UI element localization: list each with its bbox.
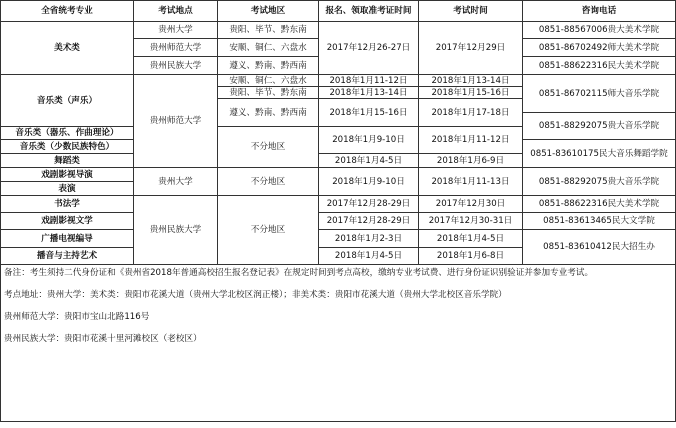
- site-cell: 贵州大学: [134, 168, 218, 196]
- table-row: [1, 168, 676, 182]
- exam-time-cell: 2018年1月11-13日: [419, 168, 523, 196]
- phone-cell: 0851-86702492师大美术学院: [523, 39, 676, 57]
- exam-time-cell: 2018年1月11-12日: [419, 127, 523, 154]
- header-registration: 报名、领取准考证时间: [319, 1, 419, 22]
- region-cell: 不分地区: [218, 196, 319, 265]
- major-broadcast: 广播电视编导: [1, 230, 134, 248]
- major-music-ethnic: 音乐类（少数民族特色）: [1, 140, 134, 154]
- phone-cell: 0851-83610175民大音乐舞蹈学院: [523, 140, 676, 168]
- exam-time-cell: 2018年1月6-9日: [419, 154, 523, 168]
- site-cell: 贵州大学: [134, 22, 218, 39]
- registration-cell: 2018年1月2-3日: [319, 230, 419, 248]
- region-cell: 安顺、铜仁、六盘水: [218, 75, 319, 87]
- region-cell: 贵阳、毕节、黔东南: [218, 22, 319, 39]
- exam-time-cell: 2017年12月30日: [419, 196, 523, 213]
- table-row: [1, 230, 676, 248]
- site-cell: 贵州民族大学: [134, 57, 218, 75]
- exam-time-cell: 2018年1月6-8日: [419, 248, 523, 265]
- phone-cell: 0851-88622316民大美术学院: [523, 196, 676, 213]
- exam-time-cell: 2018年1月17-18日: [419, 99, 523, 127]
- header-site: 考试地点: [134, 1, 218, 22]
- major-dance: 舞蹈类: [1, 154, 134, 168]
- address-gzu-text: 考点地址：贵州大学：美术类：贵阳市花溪大道（贵州大学北校区润正楼）；非美术类：贵阳市花溪大道（贵州大学北校区音乐学院）: [4, 290, 507, 300]
- registration-cell: 2018年1月13-14日: [319, 87, 419, 99]
- notes-row: [1, 265, 676, 422]
- phone-cell: 0851-88567006贵大美术学院: [523, 22, 676, 39]
- registration-cell: 2018年1月4-5日: [319, 154, 419, 168]
- registration-cell: 2018年1月15-16日: [319, 99, 419, 127]
- table-row: [1, 22, 676, 39]
- site-cell: 贵州民族大学: [134, 196, 218, 265]
- registration-cell: 2018年1月11-12日: [319, 75, 419, 87]
- registration-cell: 2017年12月28-29日: [319, 196, 419, 213]
- table-row: [1, 75, 676, 87]
- header-exam-time: 考试时间: [419, 1, 523, 22]
- header-major: 全省统考专业: [1, 1, 134, 22]
- phone-cell: 0851-88292075贵大音乐学院: [523, 113, 676, 140]
- registration-cell: 2018年1月9-10日: [319, 127, 419, 154]
- registration-cell: 2017年12月26-27日: [319, 22, 419, 75]
- region-cell: 贵阳、毕节、黔东南: [218, 87, 319, 99]
- site-cell: 贵州师范大学: [134, 75, 218, 168]
- region-cell: 安顺、铜仁、六盘水: [218, 39, 319, 57]
- major-music-instrumental: 音乐类（器乐、作曲理论）: [1, 127, 134, 140]
- phone-cell: 0851-83613465民大文学院: [523, 213, 676, 230]
- site-cell: 贵州师范大学: [134, 39, 218, 57]
- header-region: 考试地区: [218, 1, 319, 22]
- phone-cell: 0851-88292075贵大音乐学院: [523, 168, 676, 196]
- phone-cell: 0851-88622316民大美术学院: [523, 57, 676, 75]
- header-row: [1, 1, 676, 22]
- major-announcing: 播音与主持艺术: [1, 248, 134, 265]
- registration-cell: 2017年12月28-29日: [319, 213, 419, 230]
- major-drama-literature: 戏剧影视文学: [1, 213, 134, 230]
- exam-time-cell: 2017年12月29日: [419, 22, 523, 75]
- major-calligraphy: 书法学: [1, 196, 134, 213]
- table-row: [1, 196, 676, 213]
- region-cell: 不分地区: [218, 127, 319, 168]
- address-gzmu-text: 贵州民族大学：贵阳市花溪十里河滩校区（老校区）: [4, 334, 202, 344]
- region-cell: 遵义、黔南、黔西南: [218, 99, 319, 127]
- major-acting: 表演: [1, 182, 134, 196]
- major-art: 美术类: [1, 22, 134, 75]
- exam-time-cell: 2018年1月4-5日: [419, 230, 523, 248]
- remark-text: 备注：考生须持二代身份证和《贵州省2018年普通高校招生报名登记表》在规定时间到考点高校，缴纳专业考试费、进行身份证识别验证并参加专业考试。: [4, 268, 594, 278]
- table-row: [1, 213, 676, 230]
- exam-time-cell: 2017年12月30-31日: [419, 213, 523, 230]
- notes-cell: [1, 265, 676, 422]
- exam-time-cell: 2018年1月13-14日: [419, 75, 523, 87]
- header-phone: 咨询电话: [523, 1, 676, 22]
- phone-cell: 0851-86702115师大音乐学院: [523, 75, 676, 113]
- exam-time-cell: 2018年1月15-16日: [419, 87, 523, 99]
- registration-cell: 2018年1月9-10日: [319, 168, 419, 196]
- region-cell: 不分地区: [218, 168, 319, 196]
- address-gznu-text: 贵州师范大学：贵阳市宝山北路116号: [4, 312, 150, 322]
- major-music-vocal: 音乐类（声乐）: [1, 75, 134, 127]
- phone-cell: 0851-83610412民大招生办: [523, 230, 676, 265]
- major-drama-directing: 戏剧影视导演: [1, 168, 134, 182]
- registration-cell: 2018年1月4-5日: [319, 248, 419, 265]
- region-cell: 遵义、黔南、黔西南: [218, 57, 319, 75]
